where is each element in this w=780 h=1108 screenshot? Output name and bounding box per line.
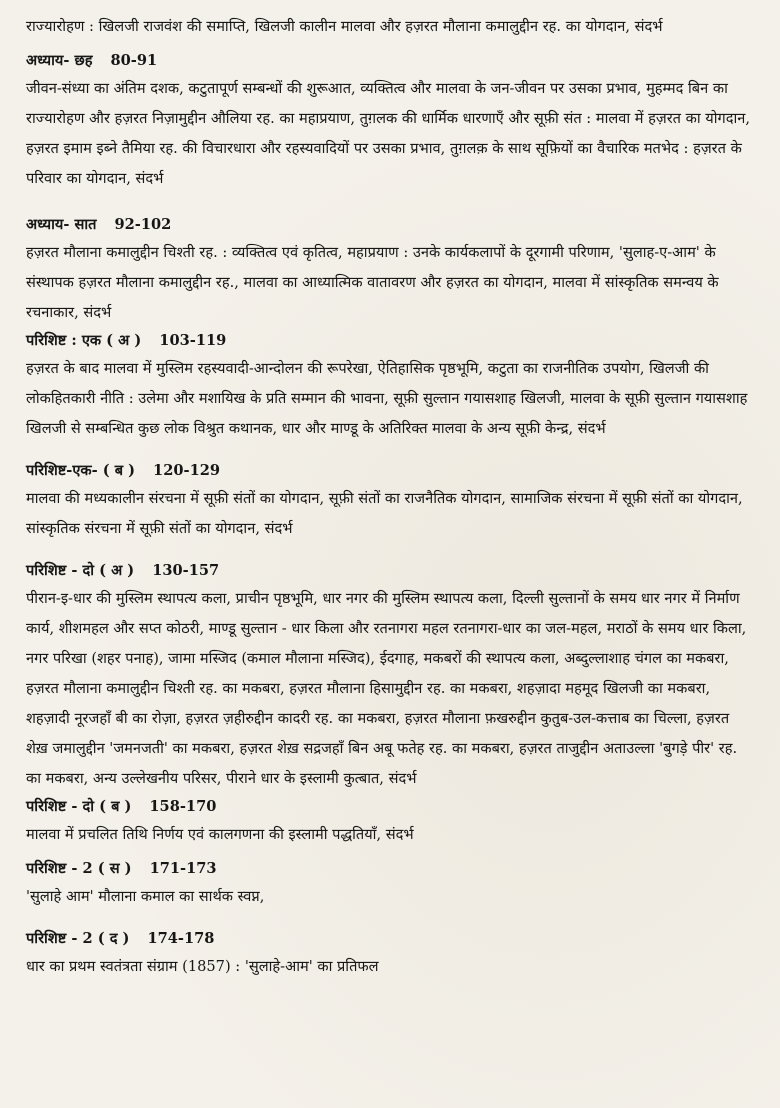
section-title: अध्याय- सात: [26, 216, 97, 233]
section-heading-appendix-2a: [26, 558, 754, 584]
section-heading-appendix-1b: [26, 458, 754, 484]
section-heading-appendix-2c: [26, 856, 754, 882]
section-heading-chapter-7: [26, 212, 754, 238]
intro-paragraph: राज्यारोहण : खिलजी राजवंश की समाप्ति, खिलजी कालीन मालवा और हज़रत मौलाना कमालुद्दीन रह. का योगदान, संदर्भ: [26, 18, 663, 35]
section-heading-chapter-6: [26, 48, 754, 74]
spacer: [26, 912, 754, 926]
section-pages: 130-157: [152, 562, 220, 579]
section-description: मालवा की मध्यकालीन संरचना में सूफ़ी संतों का योगदान, सूफ़ी संतों का राजनैतिक योगदान, सामाजिक संरचना में सूफ़ी संतों का योगदान, सांस्कृतिक संरचना में सूफ़ी संतों का योगदान, संदर्भ: [26, 490, 743, 537]
section-title: परिशिष्ट-एक- ( ब ): [26, 462, 136, 479]
section-pages: 103-119: [159, 332, 227, 349]
section-description: जीवन-संध्या का अंतिम दशक, कटुतापूर्ण सम्बन्धों की शुरूआत, व्यक्तित्व और मालवा के जन-जीवन पर उसका प्रभाव, मुहम्मद बिन का राज्यारोहण और हज़रत निज़ामुद्दीन औलिया रह. का महाप्रयाण, तुग़लक की धार्मिक धारणाएँ और सूफ़ी संत : मालवा में हज़रत का योगदान, हज़रत इमाम इब्ने तैमिया रह. की विचारधारा और रहस्यवादियों पर उसका प्रभाव, तुग़लक़ के साथ सूफ़ियों का वैचारिक मतभेद : हज़रत के परिवार का योगदान, संदर्भ: [26, 80, 750, 187]
spacer: [26, 544, 754, 558]
spacer: [26, 444, 754, 458]
section-description: हज़रत मौलाना कमालुद्दीन चिश्ती रह. : व्यक्तित्व एवं कृतित्व, महाप्रयाण : उनके कार्यकलापों के दूरगामी परिणाम, 'सुलाह-ए-आम' के संस्थापक हज़रत मौलाना कमालुद्दीन रह., मालवा का आध्यात्मिक वातावरण और हज़रत का योगदान, मालवा में सांस्कृतिक समन्वय के रचनाकार, संदर्भ: [26, 244, 719, 321]
section-description: 'सुलाहे आम' मौलाना कमाल का सार्थक स्वप्न,: [26, 888, 265, 905]
section-pages: 120-129: [153, 462, 221, 479]
section-title: परिशिष्ट : एक ( अ ): [26, 332, 142, 349]
section-heading-appendix-2b: [26, 794, 754, 820]
section-title: परिशिष्ट - दो ( ब ): [26, 798, 132, 815]
section-title: परिशिष्ट - 2 ( द ): [26, 930, 130, 947]
section-pages: 174-178: [147, 930, 215, 947]
section-title: परिशिष्ट - दो ( अ ): [26, 562, 135, 579]
section-heading-appendix-2d: [26, 926, 754, 952]
table-of-contents: [26, 12, 754, 982]
section-pages: 80-91: [110, 52, 158, 69]
section-description: हज़रत के बाद मालवा में मुस्लिम रहस्यवादी-आन्दोलन की रूपरेखा, ऐतिहासिक पृष्ठभूमि, कटुता का राजनीतिक उपयोग, खिलजी की लोकहितकारी नीति : उलेमा और मशायिख के प्रति सम्मान की भावना, सूफ़ी सुल्तान गयासशाह खिलजी, मालवा के सूफ़ी सुल्तान गयासशाह खिलजी से सम्बन्धित कुछ लोक विश्रुत कथानक, धार और माण्डू के अतिरिक्त मालवा के अन्य सूफ़ी केन्द्र, संदर्भ: [26, 360, 748, 437]
section-pages: 171-173: [149, 860, 217, 877]
section-title: अध्याय- छह: [26, 52, 93, 69]
section-heading-appendix-1a: [26, 328, 754, 354]
section-description: धार का प्रथम स्वतंत्रता संग्राम (1857) : 'सुलाहे-आम' का प्रतिफल: [26, 958, 379, 975]
section-title: परिशिष्ट - 2 ( स ): [26, 860, 132, 877]
spacer: [26, 194, 754, 212]
section-description: मालवा में प्रचलित तिथि निर्णय एवं कालगणना की इस्लामी पद्धतियाँ, संदर्भ: [26, 826, 414, 843]
section-pages: 158-170: [149, 798, 217, 815]
section-description: पीरान-इ-धार की मुस्लिम स्थापत्य कला, प्राचीन पृष्ठभूमि, धार नगर की मुस्लिम स्थापत्य कला, दिल्ली सुल्तानों के समय धार नगर में निर्माण कार्य, शीशमहल और सप्त कोठरी, माण्डू सुल्तान - धार किला और रतनागरा महल रतनागरा-धार का जल-महल, मराठों के समय धार किला, नगर परिखा (शहर पनाह), जामा मस्जिद (कमाल मौलाना मस्जिद), ईदगाह, मकबरों की स्थापत्य कला, अब्दुल्लाशाह चंगल का मकबरा, हज़रत मौलाना कमालुद्दीन चिश्ती रह. का मकबरा, हज़रत मौलाना हिसामुद्दीन रह. का मकबरा, शहज़ादा महमूद खिलजी का मकबरा, शहज़ादी नूरजहाँ बी का रोज़ा, हज़रत ज़हीरुद्दीन कादरी रह. का मकबरा, हज़रत मौलाना फ़खरुद्दीन कुतुब-उल-कत्ताब का चिल्ला, हज़रत शेख़ जमालुद्दीन 'जमनजती' का मकबरा, हज़रत शेख़ सद्रजहाँ बिन अबू फतेह रह. का मकबरा, हज़रत ताजुद्दीन अताउल्ला 'बुगड़े पीर' रह. का मकबरा, अन्य उल्लेखनीय परिसर, पीराने धार के इस्लामी कुत्बात, संदर्भ: [26, 590, 747, 787]
section-pages: 92-102: [114, 216, 172, 233]
